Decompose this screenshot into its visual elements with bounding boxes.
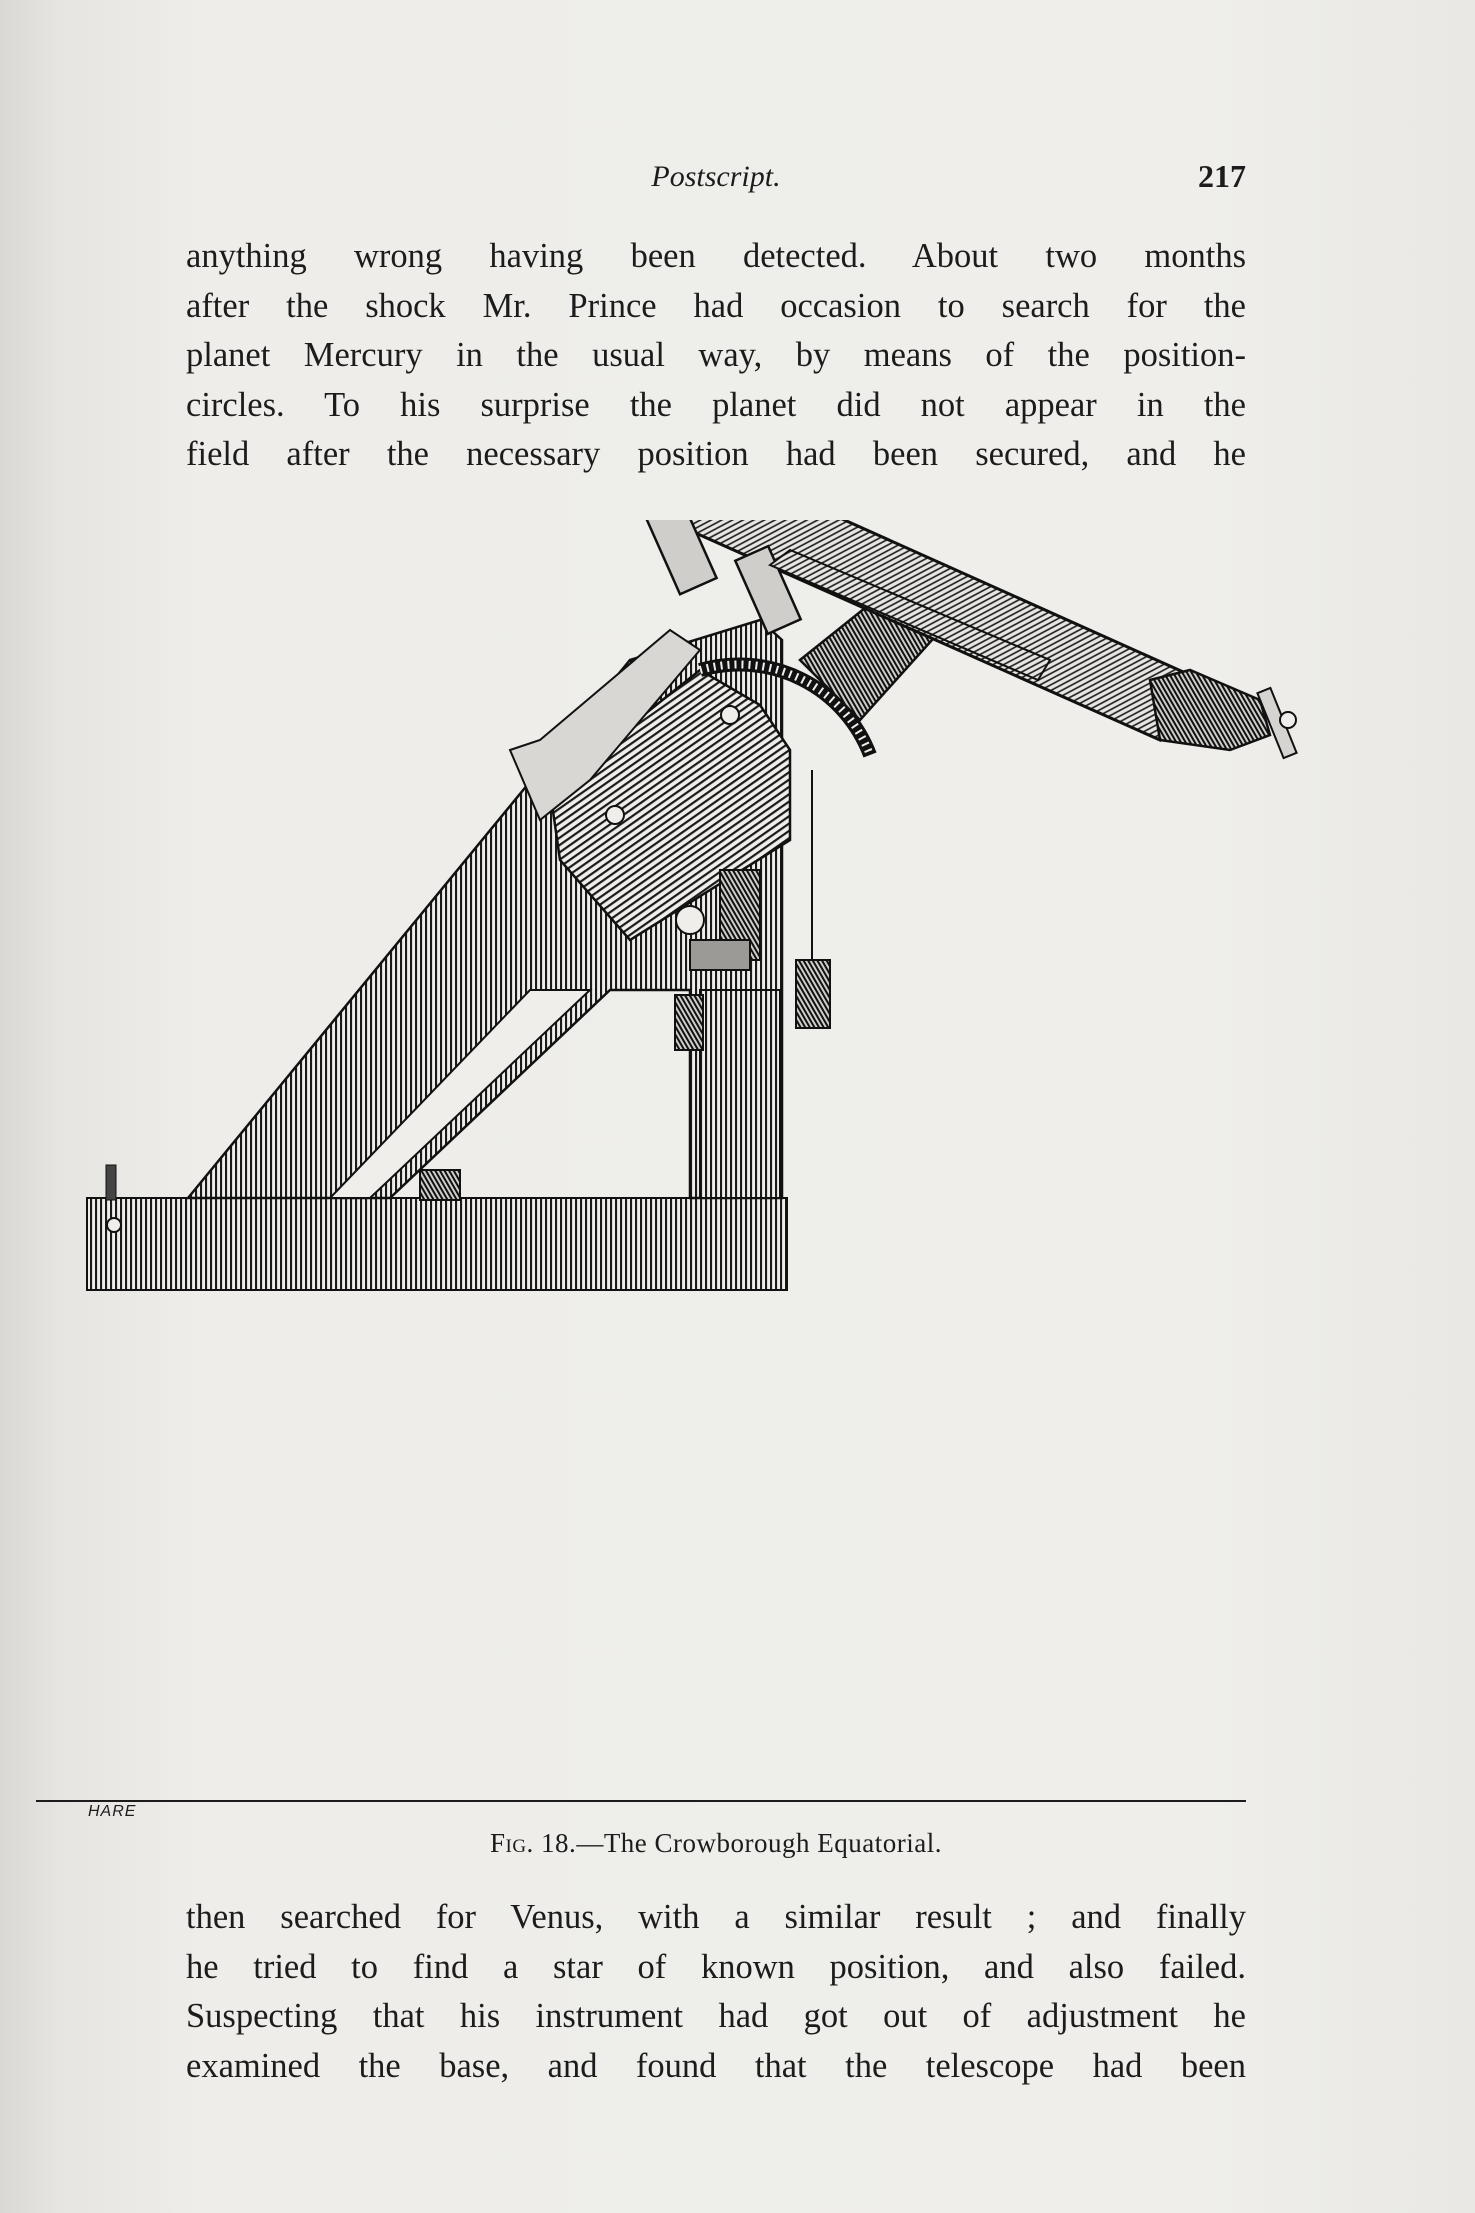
text-line: he tried to find a star of known position, and also failed.	[186, 1947, 1246, 1986]
text-line: examined the base, and found that the telescope had been	[186, 2046, 1246, 2085]
running-title: Postscript.	[651, 160, 781, 193]
running-header	[186, 160, 1246, 204]
text-line: planet Mercury in the usual way, by means of the position-	[186, 336, 1246, 374]
figure-label: Fig. 18.	[489, 1828, 577, 1858]
telescope-illustration	[70, 520, 1410, 1820]
text-line: circles. To his surprise the planet did not appear in the	[186, 385, 1246, 424]
page-number: 217	[1198, 158, 1246, 194]
text-line: Suspecting that his instrument had got out of adjustment he	[186, 1997, 1246, 2035]
base-block	[87, 1165, 787, 1290]
text-line: then searched for Venus, with a similar result ; and finally	[186, 1898, 1246, 1936]
text-line: anything wrong having been detected. About two months	[186, 237, 1246, 275]
text-line: field after the necessary position had been secured, and he	[186, 435, 1246, 473]
text-line: after the shock Mr. Prince had occasion to search for the	[186, 286, 1246, 325]
paragraph-top	[186, 232, 1246, 480]
engraver-signature: HARE	[88, 1803, 137, 1820]
figure-caption-text: —The Crowborough Equatorial.	[576, 1828, 942, 1858]
paragraph-bottom	[186, 1893, 1246, 2091]
figure-caption	[186, 1828, 1246, 1859]
figure-baseline-rule	[36, 1800, 1246, 1802]
